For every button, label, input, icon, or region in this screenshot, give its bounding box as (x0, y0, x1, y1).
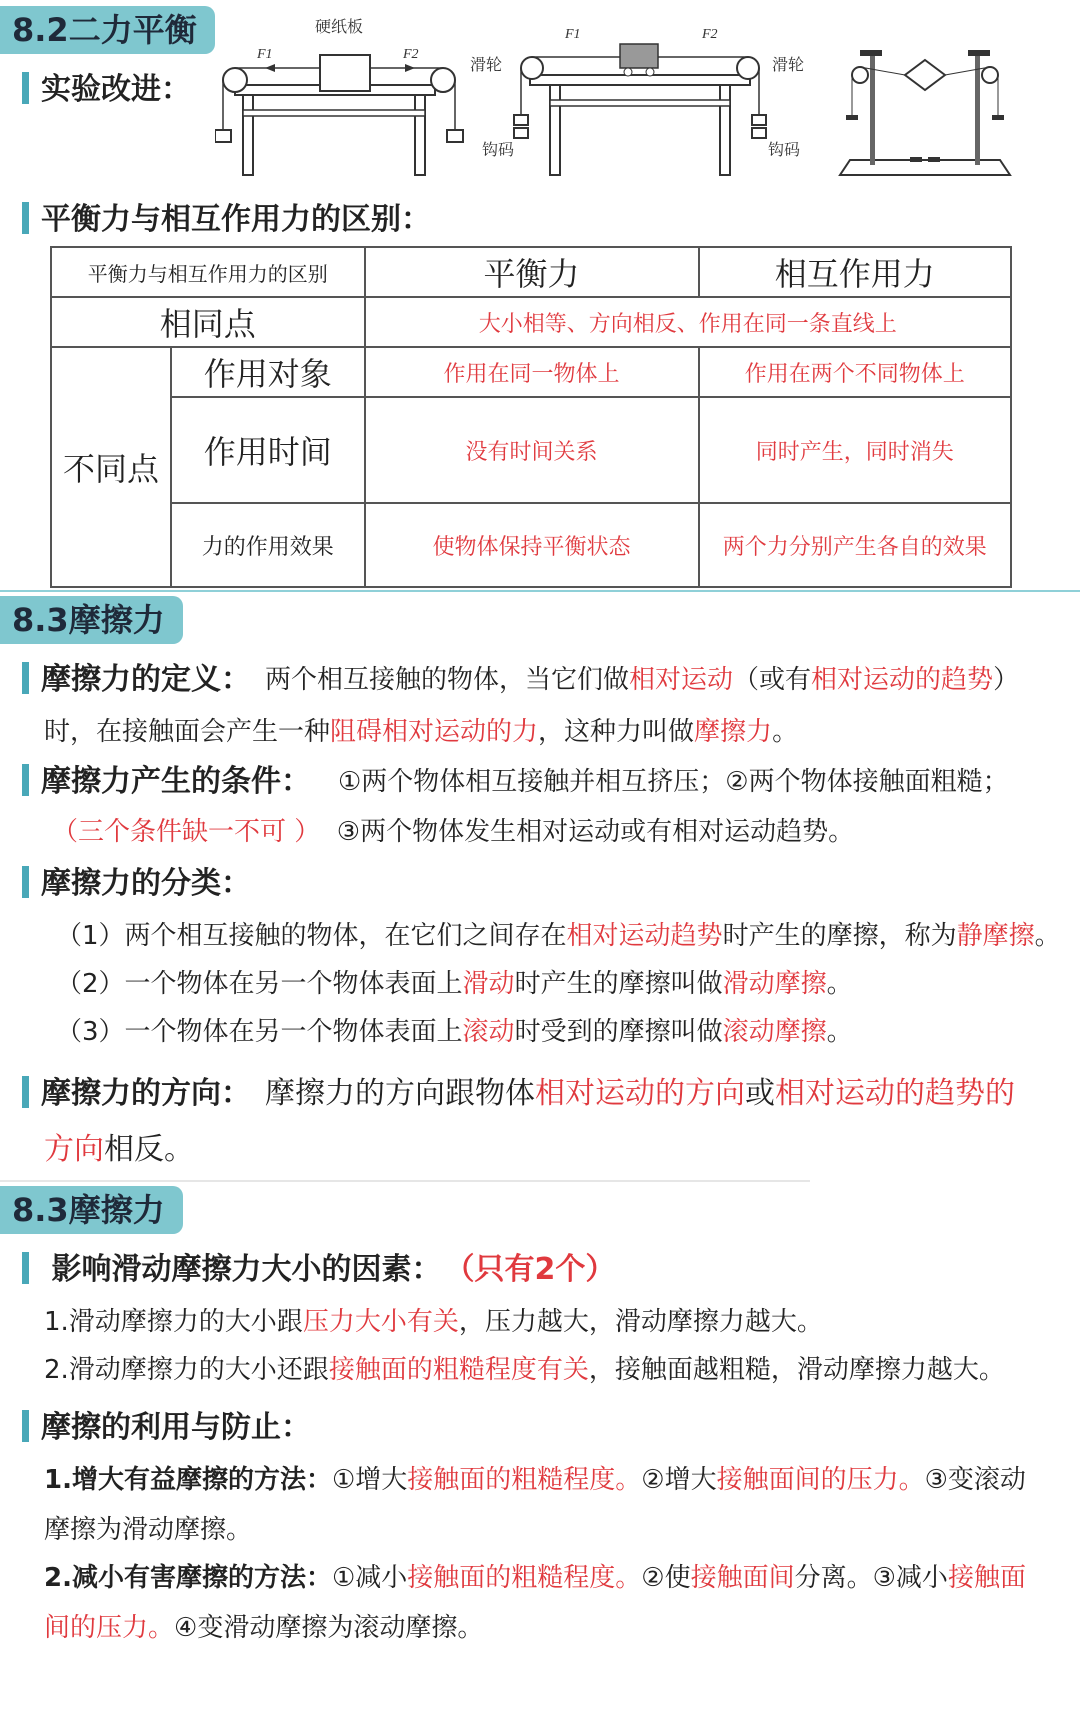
u1f: ③变滚动 (924, 1465, 1026, 1495)
use-line-2: 摩擦为滑动摩擦。 (44, 1515, 253, 1545)
heading-friction-use: 摩擦的利用与防止： (22, 1408, 311, 1448)
factor-heading-text: 影响滑动摩擦力大小的因素： (51, 1252, 442, 1287)
row-label-object: 作用对象 (171, 347, 365, 397)
label-f1: F1 (257, 47, 273, 62)
comparison-table (50, 246, 1012, 588)
section-tag-friction: 8.3摩擦力 (0, 596, 183, 644)
class-2b: 滑动 (462, 969, 515, 999)
row-label-different: 不同点 (51, 347, 171, 587)
u1b: ①增大 (331, 1465, 408, 1495)
u1d: ②增大 (641, 1465, 717, 1495)
class-3d: 滚动摩擦 (722, 1017, 827, 1047)
u2i: ④变滑动摩擦为滚动摩擦。 (174, 1613, 484, 1643)
label-f2: F2 (403, 47, 419, 62)
label-pulley-right: 滑轮 (772, 57, 805, 74)
def-text-2c: ，这种力叫做 (538, 717, 695, 747)
class-1a: （1）两个相互接触的物体，在它们之间存在 (56, 921, 567, 951)
row-label-effect: 力的作用效果 (171, 503, 365, 587)
class-1b: 相对运动趋势 (566, 921, 723, 951)
class-2c: 时产生的摩擦叫做 (514, 969, 723, 999)
conditions-line-2 (52, 814, 854, 850)
row-label-same: 相同点 (51, 297, 365, 347)
label-f2-cart: F2 (702, 27, 718, 42)
label-cardboard: 硬纸板 (315, 19, 364, 36)
balance-object-value: 作用在同一物体上 (365, 347, 699, 397)
f2a: 2.滑动摩擦力的大小还跟 (44, 1355, 329, 1385)
f1a: 1.滑动摩擦力的大小跟 (44, 1307, 303, 1337)
def-text-2d: 摩擦力 (694, 717, 773, 747)
section-tag-balance: 8.2二力平衡 (0, 6, 215, 54)
conditions-text-3: ③两个物体发生相对运动或有相对运动趋势。 (336, 817, 855, 847)
interact-effect-value: 两个力分别产生各自的效果 (699, 503, 1011, 587)
dir-e: 方向 (44, 1132, 104, 1167)
cart-experiment-diagram (470, 20, 820, 180)
class-1c: 时产生的摩擦，称为 (722, 921, 957, 951)
classification-line-2 (56, 966, 853, 1002)
label-weight-right: 钩码 (768, 142, 801, 159)
table-corner: 平衡力与相互作用力的区别 (51, 247, 365, 297)
heading-friction-direction: 摩擦力的方向： (22, 1074, 251, 1114)
classification-line-1 (56, 918, 1061, 954)
u2d: ②使 (641, 1563, 691, 1593)
class-2e: 。 (826, 969, 853, 999)
dir-c: 或 (745, 1076, 775, 1111)
class-3b: 滚动 (462, 1017, 515, 1047)
row-label-time: 作用时间 (171, 397, 365, 503)
same-point-value: 大小相等、方向相反、作用在同一条直线上 (365, 297, 1011, 347)
section-tag-friction-2: 8.3摩擦力 (0, 1186, 183, 1234)
classification-line-3 (56, 1014, 853, 1050)
heading-friction-classification: 摩擦力的分类： (22, 864, 251, 904)
label-pulley-left: 滑轮 (470, 57, 503, 74)
f2c: ，接触面越粗糙，滑动摩擦力越大。 (588, 1355, 1005, 1385)
dir-a: 摩擦力的方向跟物体 (265, 1076, 535, 1111)
def-text-1e: ） (993, 665, 1020, 695)
conditions-line-1: ①两个物体相互接触并相互挤压；②两个物体接触面粗糙； (338, 767, 1009, 797)
balance-effect-value: 使物体保持平衡状态 (365, 503, 699, 587)
class-2a: （2）一个物体在另一个物体表面上 (56, 969, 463, 999)
u1e: 接触面间的压力。 (716, 1465, 925, 1495)
heading-friction-definition: 摩擦力的定义： (22, 660, 251, 700)
u2h: 间的压力。 (44, 1613, 175, 1643)
u2c: 接触面的粗糙程度。 (407, 1563, 642, 1593)
u2b: ①减小 (331, 1563, 408, 1593)
heading-sliding-friction-factors (22, 1250, 615, 1290)
heading-balance-vs-interaction: 平衡力与相互作用力的区别： (22, 200, 431, 240)
def-text-2a: 时，在接触面会产生一种 (44, 717, 331, 747)
interact-time-value: 同时产生，同时消失 (699, 397, 1011, 503)
interact-object-value: 作用在两个不同物体上 (699, 347, 1011, 397)
use-line-1 (44, 1462, 1026, 1498)
cardboard-experiment-diagram (215, 10, 465, 180)
factor-line-2 (44, 1352, 1005, 1388)
heading-experiment-improvement: 实验改进： (22, 70, 191, 110)
class-1d: 静摩擦 (956, 921, 1035, 951)
header-balance-force: 平衡力 (365, 247, 699, 297)
label-weight-left: 钩码 (482, 142, 515, 159)
def-text-1d: 相对运动的趋势 (811, 665, 994, 695)
dir-d: 相对运动的趋势的 (775, 1076, 1015, 1111)
def-text-2b: 阻碍相对运动的力 (330, 717, 539, 747)
divider-2 (0, 1180, 810, 1182)
f1b: 压力大小有关 (302, 1307, 459, 1337)
conditions-note: （三个条件缺一不可 ） (52, 817, 321, 847)
class-2d: 滑动摩擦 (722, 969, 827, 999)
def-text-1a: 两个相互接触的物体，当它们做 (265, 665, 630, 695)
u2g: 接触面 (947, 1563, 1026, 1593)
u2f: 分离。③减小 (794, 1563, 948, 1593)
f1c: ，压力越大，滑动摩擦力越大。 (458, 1307, 823, 1337)
u2a: 2.减小有害摩擦的方法： (44, 1563, 332, 1593)
class-3e: 。 (826, 1017, 853, 1047)
def-text-2e: 。 (772, 717, 799, 747)
u1c: 接触面的粗糙程度。 (407, 1465, 642, 1495)
balance-time-value: 没有时间关系 (365, 397, 699, 503)
class-3c: 时受到的摩擦叫做 (514, 1017, 723, 1047)
use-line-3 (44, 1560, 1026, 1596)
u2e: 接触面间 (690, 1563, 795, 1593)
dir-b: 相对运动的方向 (535, 1076, 745, 1111)
use-line-4 (44, 1610, 483, 1646)
direction-line-2 (44, 1130, 194, 1170)
factor-line-1 (44, 1304, 823, 1340)
heading-friction-conditions: 摩擦力产生的条件： (22, 762, 311, 802)
f2b: 接触面的粗糙程度有关 (328, 1355, 589, 1385)
class-3a: （3）一个物体在另一个物体表面上 (56, 1017, 463, 1047)
class-1e: 。 (1034, 921, 1061, 951)
def-text-1c: （或有 (733, 665, 812, 695)
stand-experiment-diagram (830, 30, 1020, 185)
definition-line-1 (265, 662, 1019, 698)
def-text-1b: 相对运动 (629, 665, 734, 695)
dir-f: 相反。 (104, 1132, 194, 1167)
label-f1-cart: F1 (565, 27, 581, 42)
factor-note: （只有2个） (459, 1252, 616, 1287)
u1a: 1.增大有益摩擦的方法： (44, 1465, 332, 1495)
header-interaction-force: 相互作用力 (699, 247, 1011, 297)
definition-line-2 (44, 714, 798, 750)
direction-line-1 (265, 1074, 1015, 1114)
divider-1 (0, 590, 1080, 592)
